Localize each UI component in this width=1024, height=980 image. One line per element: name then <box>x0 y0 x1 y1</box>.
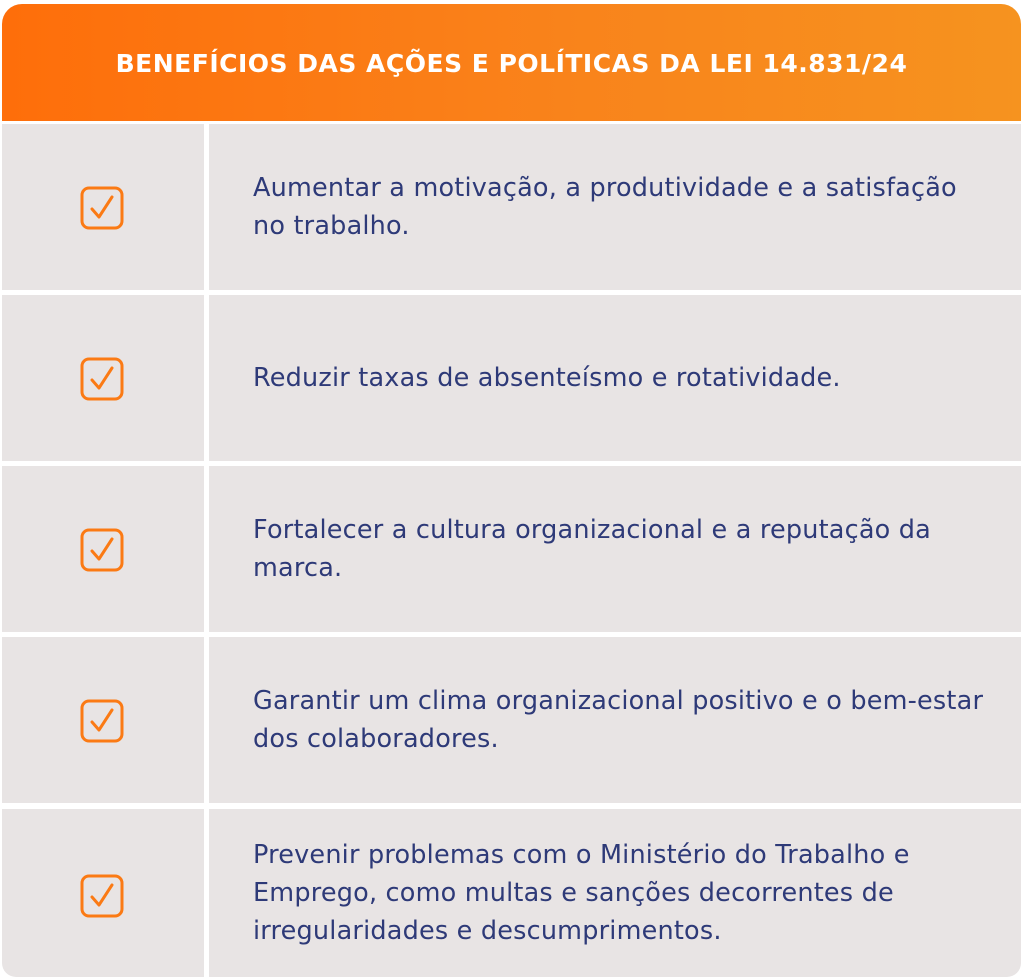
table-header <box>2 4 1021 121</box>
benefit-text: Prevenir problemas com o Ministério do Trabalho e Emprego, como multas e sanções decorrentes de irregularidades e descumprimentos. <box>253 840 910 946</box>
icon-cell <box>2 809 204 977</box>
checkbox-checked-icon <box>80 528 124 572</box>
table-row <box>2 809 1021 977</box>
text-cell <box>209 295 1021 461</box>
checkbox-checked-icon <box>80 186 124 230</box>
table-row <box>2 295 1021 461</box>
benefit-text: Fortalecer a cultura organizacional e a reputação da marca. <box>253 515 931 583</box>
benefit-text: Reduzir taxas de absenteísmo e rotatividade. <box>253 363 841 393</box>
benefits-table <box>2 4 1021 977</box>
text-cell <box>209 809 1021 977</box>
benefit-text: Garantir um clima organizacional positivo e o bem-estar dos colaboradores. <box>253 686 984 754</box>
text-cell <box>209 637 1021 803</box>
checkbox-checked-icon <box>80 699 124 743</box>
benefit-text: Aumentar a motivação, a produtividade e a satisfação no trabalho. <box>253 173 957 241</box>
icon-cell <box>2 295 204 461</box>
text-cell <box>209 466 1021 632</box>
table-title: BENEFÍCIOS DAS AÇÕES E POLÍTICAS DA LEI 14.831/24 <box>115 48 908 78</box>
text-cell <box>209 124 1021 290</box>
table-row <box>2 124 1021 290</box>
icon-cell <box>2 124 204 290</box>
icon-cell <box>2 637 204 803</box>
checkbox-checked-icon <box>80 357 124 401</box>
table-row <box>2 637 1021 803</box>
checkbox-checked-icon <box>80 874 124 918</box>
icon-cell <box>2 466 204 632</box>
table-row <box>2 466 1021 632</box>
